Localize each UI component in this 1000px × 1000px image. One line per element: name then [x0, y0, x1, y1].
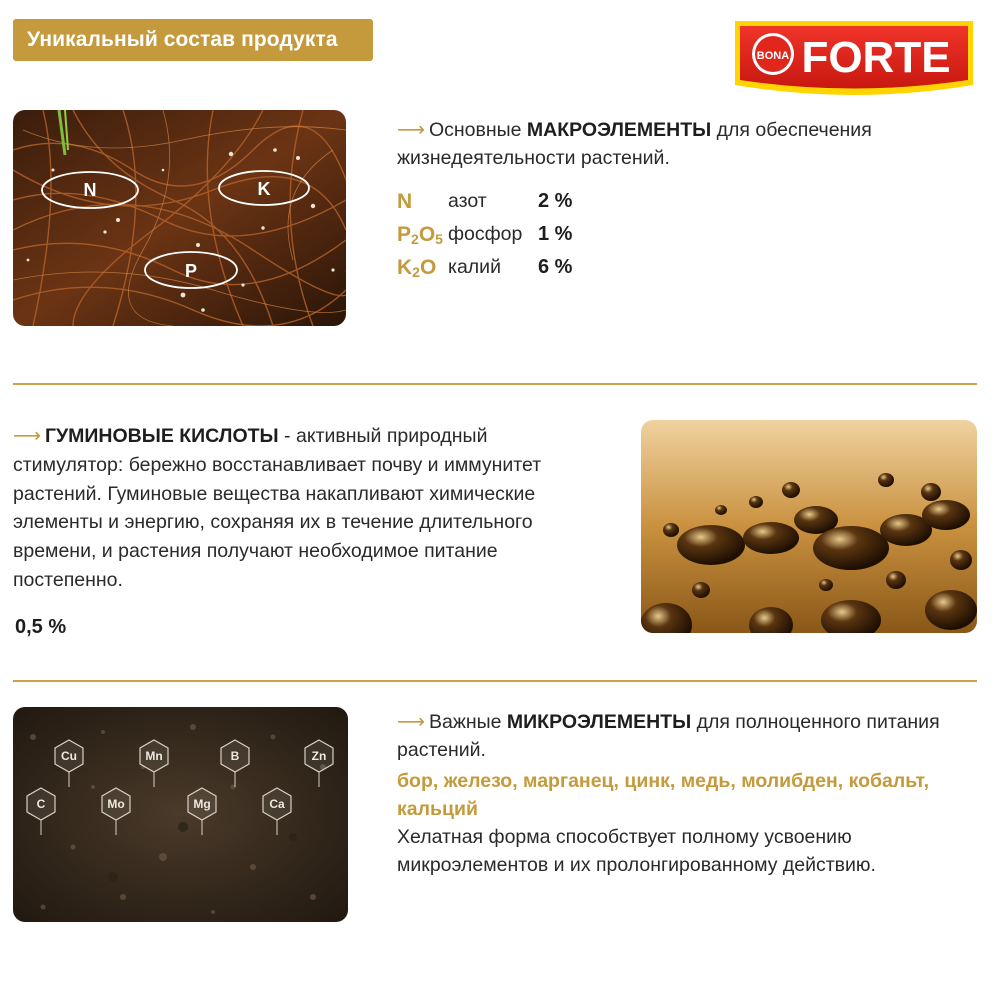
photo-label-ca: Ca [269, 797, 285, 811]
logo-small-text: BONA [756, 50, 790, 62]
humic-description: - активный природный стимулятор: бережно восстанавливает почву и иммунитет растений. Гуминовые вещества накапливают химические элементы и энергию, сохраняя их в течение длительного времени, и растения получают необходимое питание постепенно. [13, 425, 542, 591]
bona-forte-logo [731, 17, 977, 97]
micro-elements-list: бор, железо, марганец, цинк, медь, молибден, кобальт, кальций [397, 770, 930, 820]
macro-intro-suffix: для обеспечения жизнедеятельности растений. [397, 119, 872, 169]
humic-acids-text [13, 422, 593, 595]
micro-intro-bold: МИКРОЭЛЕМЕНТЫ [506, 711, 692, 733]
element-name: фосфор [448, 223, 523, 245]
arrow-icon: ⟶ [397, 711, 425, 733]
macro-intro-text [397, 116, 897, 172]
element-percent: 2 % [538, 190, 573, 212]
logo-brand-text: FORTE [801, 33, 951, 82]
photo-label-mn: Mn [145, 749, 163, 763]
section-divider [13, 383, 977, 385]
humic-percent: 0,5 % [15, 616, 67, 638]
photo-label-mo: Mo [107, 797, 125, 811]
micro-intro-prefix: Важные [428, 711, 507, 733]
arrow-icon: ⟶ [13, 425, 41, 447]
macro-intro-prefix: Основные [428, 119, 527, 141]
section-header-title: Уникальный состав продукта [27, 28, 338, 51]
photo-label-c: C [36, 797, 46, 811]
photo-label-b: B [230, 749, 240, 763]
humic-droplets-photo [641, 420, 977, 633]
section-header-badge [13, 19, 373, 61]
photo-label-n: N [83, 180, 97, 200]
macro-intro-bold: МАКРОЭЛЕМЕНТЫ [526, 119, 712, 141]
element-symbol: $P_2O_5$ [397, 223, 443, 247]
element-name: азот [448, 190, 487, 212]
micro-intro-text [397, 708, 977, 764]
element-percent: 6 % [538, 256, 573, 278]
photo-label-p: P [184, 261, 198, 281]
arrow-icon: ⟶ [397, 119, 425, 141]
roots-photo [13, 110, 346, 326]
micro-intro-suffix: для полноценного питания растений. [397, 711, 940, 761]
element-symbol: N [397, 190, 413, 213]
section-divider [13, 680, 977, 682]
photo-label-k: K [257, 179, 271, 199]
humic-bold: ГУМИНОВЫЕ КИСЛОТЫ [44, 425, 279, 447]
element-percent: 1 % [538, 223, 573, 245]
element-symbol: $K_2O$ [397, 256, 437, 280]
photo-label-zn: Zn [311, 749, 327, 763]
soil-photo [13, 707, 348, 922]
element-name: калий [448, 256, 501, 278]
photo-label-cu: Cu [61, 749, 77, 763]
micro-description: Хелатная форма способствует полному усвоению микроэлементов и их пролонгированному действию. [397, 826, 876, 876]
photo-label-mg: Mg [193, 797, 211, 811]
